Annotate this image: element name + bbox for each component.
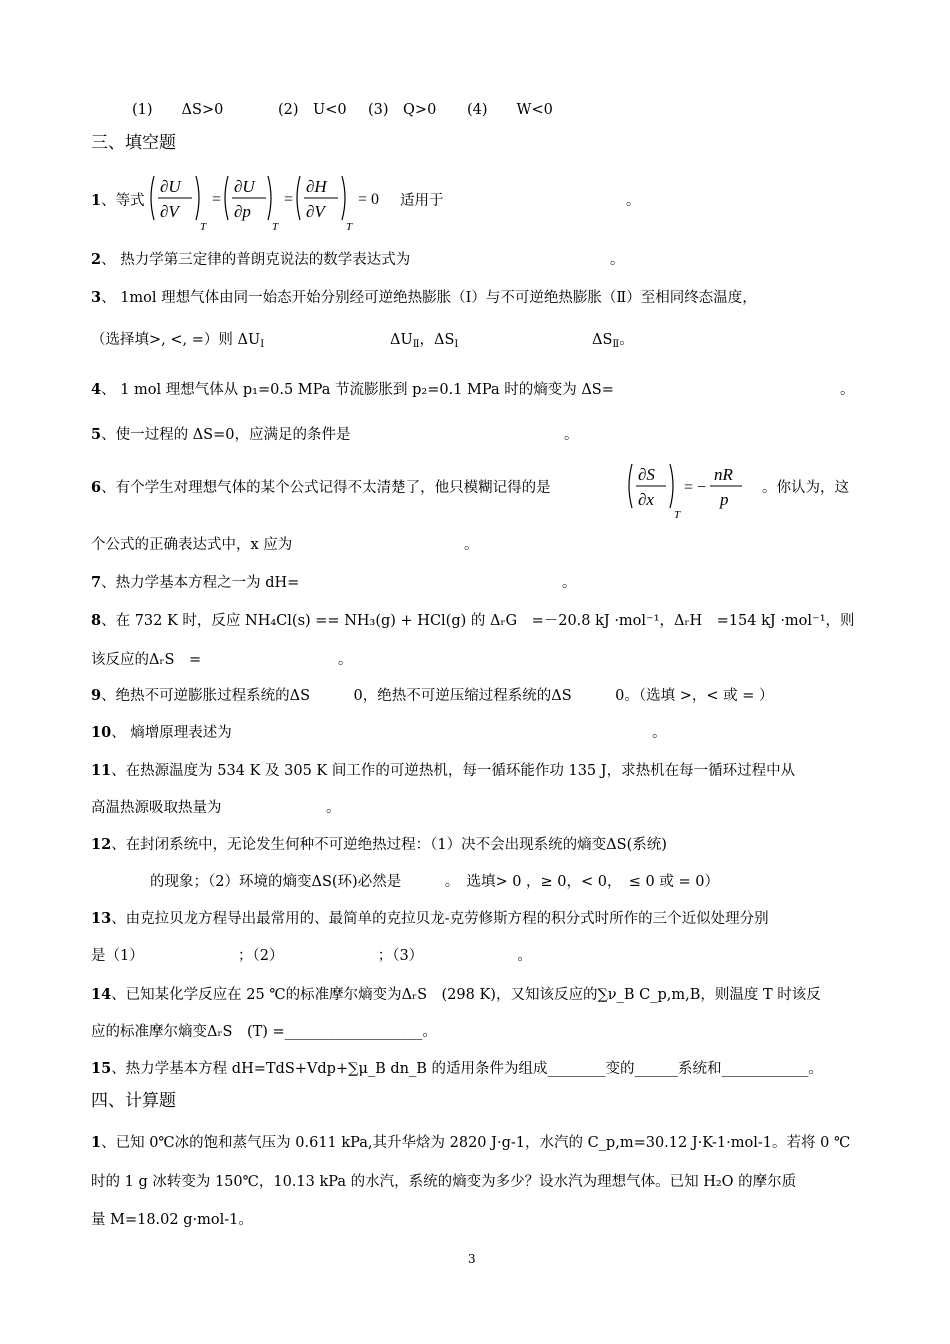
question-3-line-2c: $\Delta S_Ⅱ$。	[592, 332, 634, 350]
question-14-line-2: 应的标准摩尔熵变ΔᵣS (T) =___________________。	[91, 1024, 437, 1040]
svg-text:nR: nR	[714, 465, 733, 484]
question-6-end: 。	[464, 537, 479, 553]
question-1-end: 。	[626, 193, 641, 209]
question-1: 1、等式	[91, 192, 145, 209]
question-1-applicable: 适用于	[400, 193, 444, 209]
question-6-post: 。你认为，这	[762, 480, 849, 496]
question-2-end: 。	[610, 252, 625, 268]
svg-text:T: T	[200, 221, 207, 233]
question-5: 5、使一过程的 ΔS=0，应满足的条件是	[91, 426, 351, 443]
question-11-line-1: 11、在热源温度为 534 K 及 305 K 间工作的可逆热机，每一循环能作功 135 J，求热机在每一循环过程中从	[91, 762, 796, 779]
question-5-end: 。	[564, 427, 579, 443]
option-2: (2) U<0	[278, 102, 347, 118]
question-13-line-1: 13、由克拉贝龙方程导出最常用的、最简单的克拉贝龙-克劳修斯方程的积分式时所作的三个近似处理分别	[91, 910, 769, 927]
svg-text:p: p	[720, 490, 729, 509]
section-heading-calculation: 四、计算题	[91, 1091, 176, 1111]
option-3: (3) Q>0	[368, 102, 437, 118]
question-15: 15、热力学基本方程 dH=TdS+Vdp+∑μ_B dn_B 的适用条件为组成________变的______系统和____________。	[91, 1060, 824, 1077]
question-3-line-1: 3、 1mol 理想气体由同一始态开始分别经可逆绝热膨胀（Ⅰ）与不可逆绝热膨胀（Ⅱ）至相同终态温度，	[91, 289, 757, 306]
question-11-line-2: 高温热源吸取热量为	[91, 800, 222, 816]
svg-text:∂H: ∂H	[306, 177, 327, 196]
svg-text:∂V: ∂V	[306, 202, 325, 221]
svg-text:∂p: ∂p	[234, 202, 251, 221]
svg-text:=: =	[212, 191, 222, 208]
svg-text:=: =	[284, 191, 294, 208]
question-12-line-1: 12、在封闭系统中，无论发生何种不可逆绝热过程：（1）决不会出现系统的熵变ΔS(系统)	[91, 836, 667, 853]
svg-text:∂V: ∂V	[160, 202, 179, 221]
svg-text:∂x: ∂x	[638, 490, 654, 509]
question-14-line-1: 14、已知某化学反应在 25 ℃的标准摩尔熵变为ΔᵣS (298 K)，又知该反应的∑ν_B C_p,m,B，则温度 T 时该反	[91, 986, 821, 1003]
svg-text:T: T	[272, 221, 279, 233]
question-10: 10、 熵增原理表述为	[91, 724, 232, 741]
option-1: (1) ΔS>0	[132, 102, 224, 118]
question-9: 9、绝热不可逆膨胀过程系统的ΔS 0，绝热不可逆压缩过程系统的ΔS 0。（选填 >，< 或 = ）	[91, 687, 774, 704]
svg-text:∂U: ∂U	[234, 177, 255, 196]
calc-1-line-2: 时的 1 g 冰转变为 150℃，10.13 kPa 的水汽，系统的熵变为多少？设水汽为理想气体。已知 H₂O 的摩尔质	[91, 1174, 797, 1190]
calc-1-line-3: 量 M=18.02 g·mol-1。	[91, 1212, 253, 1228]
option-4: (4) W<0	[467, 102, 553, 118]
question-3-line-2a: （选择填>, <, =）则 $\Delta U_Ⅰ$	[91, 332, 265, 350]
question-4: 4、 1 mol 理想气体从 p₁=0.5 MPa 节流膨胀到 p₂=0.1 MPa 时的熵变为 ΔS=	[91, 381, 614, 398]
question-8-line-1: 8、在 732 K 时，反应 NH₄Cl(s) == NH₃(g) + HCl(g) 的 ΔᵣG =－20.8 kJ ·mol⁻¹，ΔᵣH =154 kJ ·mol⁻¹，则	[91, 612, 855, 629]
question-6-line-2: 个公式的正确表达式中，x 应为	[91, 537, 293, 553]
page-number: 3	[468, 1252, 476, 1266]
question-2: 2、 热力学第三定律的普朗克说法的数学表达式为	[91, 251, 411, 268]
equation-partial-derivatives	[148, 172, 408, 232]
question-10-end: 。	[652, 725, 667, 741]
question-7-end: 。	[562, 575, 577, 591]
svg-text:T: T	[346, 221, 353, 233]
question-13-line-2: 是（1） ；（2） ；（3） 。	[91, 948, 532, 964]
question-4-end: 。	[840, 382, 855, 398]
question-8-end: 。	[338, 652, 353, 668]
question-3-line-2b: $\Delta U_Ⅱ$，$\Delta S_Ⅰ$	[390, 332, 459, 350]
question-8-line-2: 该反应的ΔᵣS =	[91, 652, 202, 668]
svg-text:= −: = −	[684, 479, 707, 496]
svg-text:= 0: = 0	[358, 191, 380, 208]
question-12-line-2: 的现象；（2）环境的熵变ΔS(环)必然是 。 选填> 0 ，≥ 0，< 0， ≤ 0 或 = 0）	[150, 874, 719, 890]
svg-text:∂U: ∂U	[160, 177, 181, 196]
question-7: 7、热力学基本方程之一为 dH=	[91, 574, 300, 591]
svg-text:∂S: ∂S	[638, 465, 655, 484]
svg-text:T: T	[674, 509, 681, 521]
equation-dS-dx	[626, 460, 766, 520]
section-heading-fill-blank: 三、填空题	[91, 133, 176, 153]
question-11-end: 。	[326, 800, 341, 816]
question-6: 6、有个学生对理想气体的某个公式记得不太清楚了，他只模糊记得的是	[91, 479, 551, 496]
calc-1-line-1: 1、已知 0℃冰的饱和蒸气压为 0.611 kPa,其升华焓为 2820 J·g-1，水汽的 C_p,m=30.12 J·K-1·mol-1。若将 0 ℃	[91, 1134, 851, 1151]
